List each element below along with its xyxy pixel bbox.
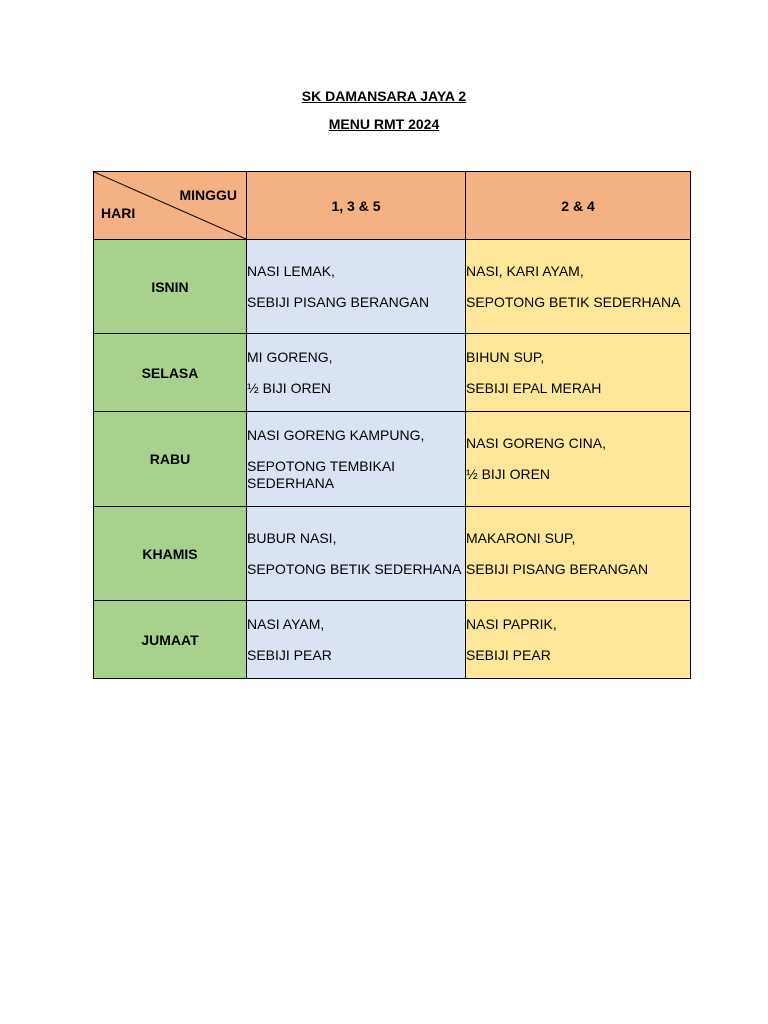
fruit-text: ½ BIJI OREN bbox=[466, 466, 551, 482]
meal-cell bbox=[466, 412, 691, 507]
meal-cell bbox=[247, 240, 466, 334]
dish-text: MAKARONI SUP, bbox=[466, 529, 576, 546]
fruit-text: SEBIJI PISANG BERANGAN bbox=[466, 560, 649, 577]
meal-cell bbox=[466, 507, 691, 601]
dish-text: NASI GORENG KAMPUNG, bbox=[247, 426, 425, 443]
corner-cell bbox=[94, 172, 247, 240]
fruit-text: SEBIJI PISANG BERANGAN bbox=[247, 293, 430, 310]
meal-cell bbox=[466, 334, 691, 412]
menu-table bbox=[93, 171, 691, 679]
table-row bbox=[94, 507, 691, 601]
minggu-label: MINGGU bbox=[179, 187, 237, 203]
column-header-week-2-4: 2 & 4 bbox=[466, 172, 691, 240]
meal-cell bbox=[247, 507, 466, 601]
day-cell: RABU bbox=[94, 412, 247, 507]
day-cell: KHAMIS bbox=[94, 507, 247, 601]
dish-text: NASI PAPRIK, bbox=[466, 615, 557, 632]
fruit-text: SEPOTONG BETIK SEDERHANA bbox=[247, 560, 462, 577]
meal-cell bbox=[466, 601, 691, 679]
table-row bbox=[94, 240, 691, 334]
meal-cell bbox=[466, 240, 691, 334]
fruit-text: SEPOTONG BETIK SEDERHANA bbox=[466, 293, 681, 310]
table-row bbox=[94, 601, 691, 679]
day-cell: ISNIN bbox=[94, 240, 247, 334]
fruit-text: SEBIJI PEAR bbox=[466, 646, 551, 663]
dish-text: BIHUN SUP, bbox=[466, 348, 545, 365]
dish-text: NASI, KARI AYAM, bbox=[466, 262, 584, 279]
fruit-text: SEPOTONG TEMBIKAI SEDERHANA bbox=[247, 457, 396, 491]
header-row bbox=[94, 172, 691, 240]
fruit-text: SEBIJI EPAL MERAH bbox=[466, 379, 602, 396]
day-cell: SELASA bbox=[94, 334, 247, 412]
dish-text: MI GORENG, bbox=[247, 348, 333, 365]
meal-cell bbox=[247, 412, 466, 507]
menu-title: MENU RMT 2024 bbox=[328, 116, 440, 132]
school-title: SK DAMANSARA JAYA 2 bbox=[301, 88, 467, 104]
dish-text: NASI GORENG CINA, bbox=[466, 435, 607, 451]
day-cell: JUMAAT bbox=[94, 601, 247, 679]
table-row bbox=[94, 412, 691, 507]
dish-text: BUBUR NASI, bbox=[247, 529, 337, 546]
meal-cell bbox=[247, 601, 466, 679]
fruit-text: SEBIJI PEAR bbox=[247, 646, 332, 663]
fruit-text: ½ BIJI OREN bbox=[247, 379, 332, 396]
dish-text: NASI AYAM, bbox=[247, 615, 325, 632]
table-row bbox=[94, 334, 691, 412]
dish-text: NASI LEMAK, bbox=[247, 262, 335, 279]
meal-cell bbox=[247, 334, 466, 412]
column-header-week-1-3-5: 1, 3 & 5 bbox=[247, 172, 466, 240]
hari-label: HARI bbox=[101, 205, 136, 221]
